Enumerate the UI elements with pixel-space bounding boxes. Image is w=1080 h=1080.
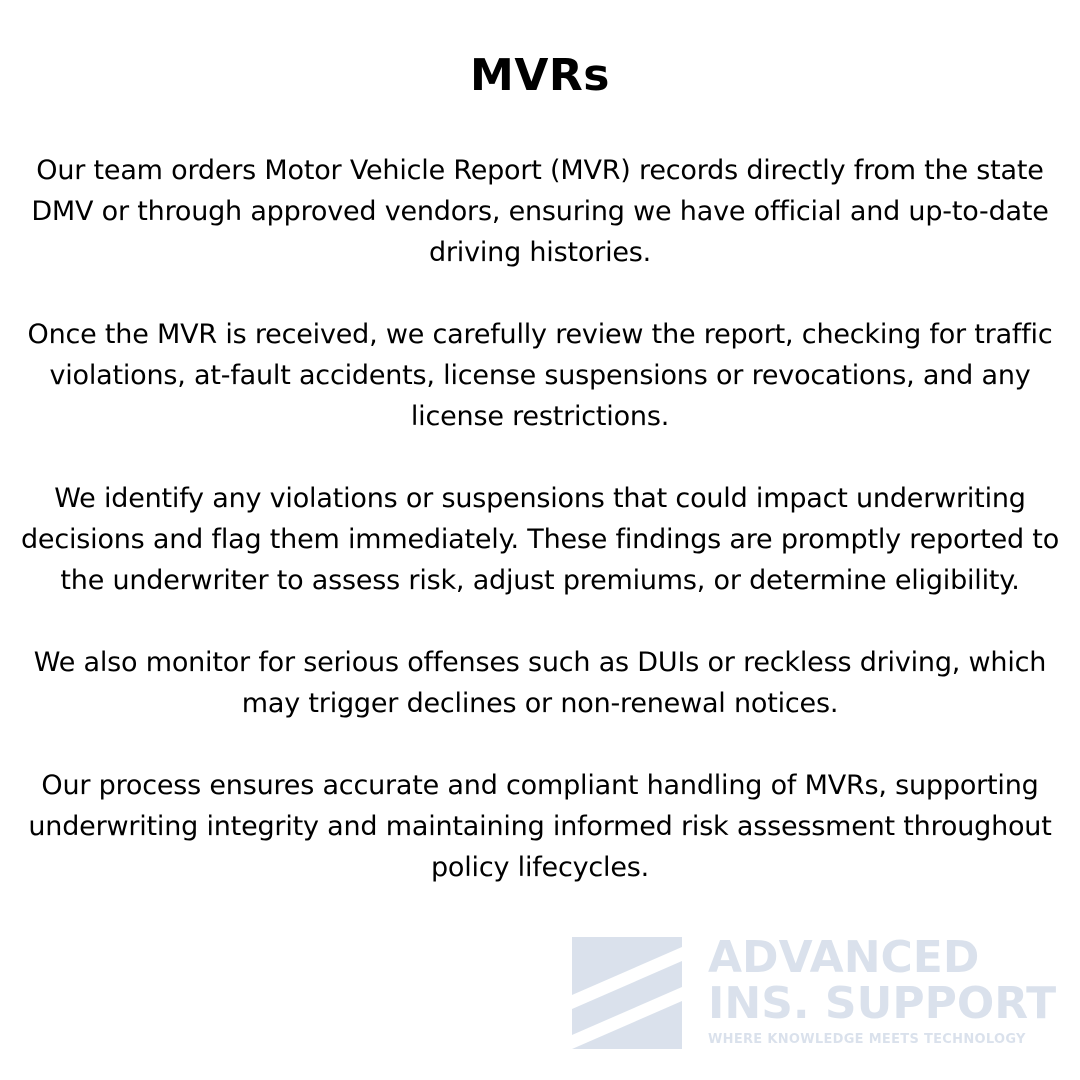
paragraph-ordering: Our team orders Motor Vehicle Report (MVR) records directly from the state DMV or through approved vendors, ensuring we have official and up-to-date driving histories. — [31, 155, 1049, 268]
paragraph-flagging: We identify any violations or suspensions that could impact underwriting decisions and flag them immediately. These findings are promptly reported to the underwriter to assess risk, adjust premiums, or determine eligibility. — [20, 483, 1060, 596]
paragraph-review: Once the MVR is received, we carefully review the report, checking for traffic violations, at-fault accidents, license suspensions or revocations, and any license restrictions. — [27, 319, 1053, 432]
striped-square-logo-icon — [572, 937, 682, 1049]
watermark-line1: ADVANCED — [708, 932, 980, 983]
paragraph-monitoring: We also monitor for serious offenses such as DUIs or reckless driving, which may trigger declines or non-renewal notices. — [33, 647, 1047, 719]
watermark-line2: INS. SUPPORT — [708, 978, 1057, 1029]
body-text — [20, 150, 1060, 888]
company-watermark — [572, 932, 1057, 1055]
page-title: MVRs — [470, 50, 610, 101]
watermark-tagline: WHERE KNOWLEDGE MEETS TECHNOLOGY — [708, 1032, 1026, 1047]
watermark-text — [708, 932, 1057, 1049]
paragraph-process: Our process ensures accurate and compliant handling of MVRs, supporting underwriting integrity and maintaining informed risk assessment throughout policy lifecycles. — [28, 770, 1052, 883]
